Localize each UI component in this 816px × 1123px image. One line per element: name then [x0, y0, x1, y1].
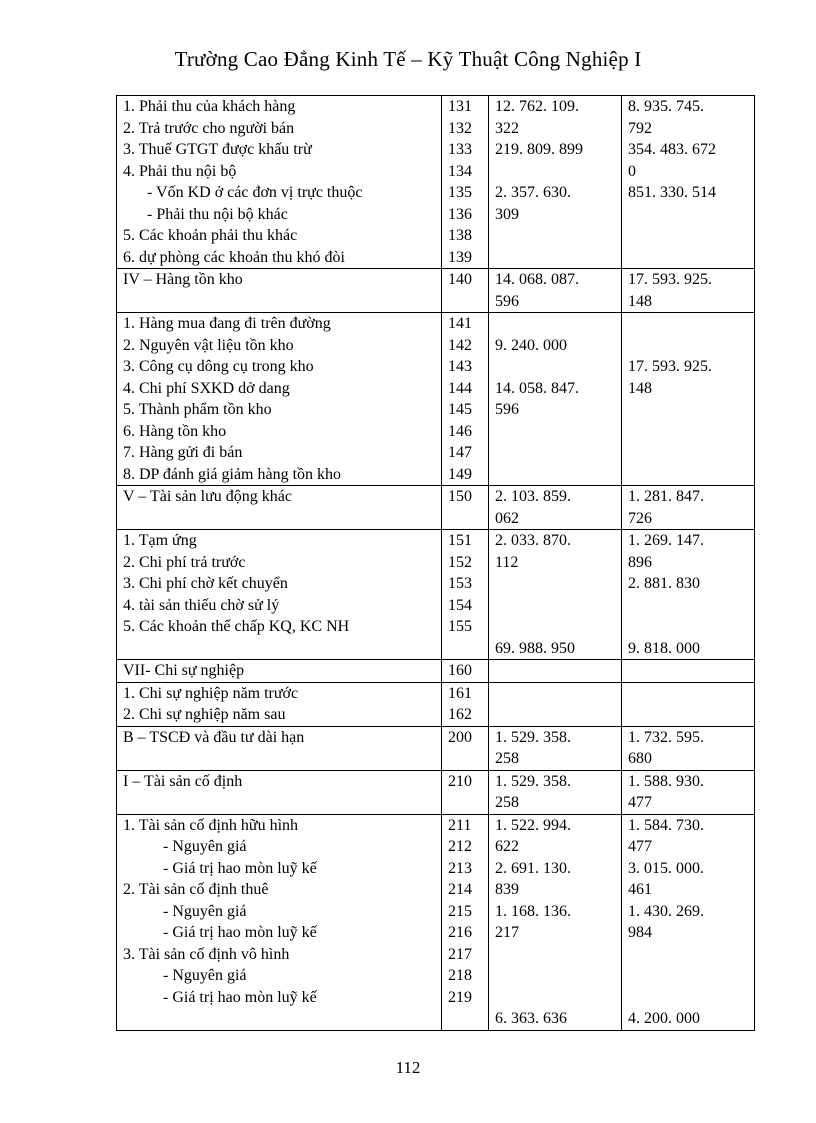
item-name: 5. Thành phẩm tồn kho — [123, 401, 272, 418]
item-name: 2. Chi sự nghiệp năm sau — [123, 706, 286, 723]
value-line: 2. 033. 870. — [495, 532, 571, 549]
item-code-cell — [442, 726, 489, 770]
start-period-value-cell — [489, 660, 622, 683]
item-name: 6. Hàng tồn kho — [123, 422, 227, 440]
item-name: 5. Các khoản phải thu khác — [123, 227, 298, 244]
value-line: 1. 584. 730. — [628, 816, 704, 834]
table-row — [117, 313, 755, 486]
start-period-value-cell — [489, 814, 622, 1030]
item-code: 150 — [448, 488, 472, 505]
item-name: - Phải thu nội bộ khác — [147, 205, 288, 223]
table-row — [117, 726, 755, 770]
item-name: 2. Trả trước cho người bán — [123, 119, 295, 137]
value-line — [495, 161, 615, 183]
item-name-cell — [117, 313, 442, 486]
item-code: 160 — [448, 662, 472, 679]
value-line: 14. 058. 847. — [495, 379, 579, 397]
value-line: 1. 269. 147. — [628, 532, 704, 549]
start-period-value-cell — [489, 313, 622, 486]
value-line — [495, 356, 615, 378]
item-name: 4. Phải thu nội bộ — [123, 162, 237, 180]
value-line: 322 — [495, 119, 519, 137]
value-line: 309 — [495, 205, 519, 223]
item-code: 211 — [448, 816, 472, 834]
table-row — [117, 770, 755, 814]
item-name: - Nguyên giá — [163, 967, 247, 984]
item-name: 1. Tài sản cố định hữu hình — [123, 816, 299, 834]
value-line: 1. 588. 930. — [628, 772, 704, 790]
value-line: 1. 430. 269. — [628, 902, 704, 920]
value-line: 217 — [495, 924, 519, 941]
page-header: Trường Cao Đẳng Kinh Tế – Kỹ Thuật Công Nghiệp I — [174, 47, 642, 71]
table-row — [117, 530, 755, 660]
value-line: 9. 818. 000 — [628, 639, 700, 657]
value-line: 622 — [495, 838, 519, 855]
item-name-cell — [117, 269, 442, 313]
item-code: 138 — [448, 227, 472, 244]
start-period-value-cell — [489, 726, 622, 770]
table-row — [117, 96, 755, 269]
value-line: 896 — [628, 553, 652, 571]
value-line: 148 — [628, 379, 652, 397]
item-code-cell — [442, 660, 489, 683]
value-line: 6. 363. 636 — [495, 1010, 567, 1027]
item-code: 219 — [448, 988, 472, 1006]
item-name-cell — [117, 660, 442, 683]
value-line: 8. 935. 745. — [628, 98, 704, 115]
item-code: 200 — [448, 728, 472, 746]
start-period-value-cell — [489, 96, 622, 269]
value-line — [495, 944, 615, 966]
item-name: I – Tài sản cố định — [123, 772, 243, 790]
value-line: 258 — [495, 794, 519, 811]
item-code-cell — [442, 96, 489, 269]
value-line: 1. 732. 595. — [628, 728, 704, 746]
item-code: 217 — [448, 945, 472, 963]
value-line: 2. 103. 859. — [495, 488, 571, 505]
value-line: 1. 168. 136. — [495, 902, 571, 920]
value-line — [628, 313, 748, 335]
end-period-value-cell — [622, 313, 755, 486]
value-line — [495, 965, 615, 987]
value-line: 792 — [628, 119, 652, 137]
end-period-value-cell — [622, 770, 755, 814]
item-code-cell — [442, 682, 489, 726]
end-period-value-cell — [622, 530, 755, 660]
end-period-value-cell — [622, 96, 755, 269]
item-name: 3. Chi phí chờ kết chuyển — [123, 575, 288, 592]
end-period-value-cell — [622, 682, 755, 726]
item-code: 141 — [448, 315, 472, 332]
item-code: 155 — [448, 618, 472, 635]
value-line: 2. 881. 830 — [628, 575, 700, 592]
end-period-value-cell — [622, 486, 755, 530]
item-name: 3. Thuế GTGT được khấu trừ — [123, 141, 312, 158]
end-period-value-cell — [622, 726, 755, 770]
value-line — [628, 965, 748, 987]
item-name: 6. dự phòng các khoản thu khó đòi — [123, 248, 345, 266]
item-name: B – TSCĐ và đầu tư dài hạn — [123, 728, 305, 746]
item-name: 3. Tài sản cố định vô hình — [123, 945, 290, 963]
item-code: 216 — [448, 924, 472, 941]
table-row — [117, 486, 755, 530]
start-period-value-cell — [489, 486, 622, 530]
value-line: 062 — [495, 509, 519, 527]
item-name-cell — [117, 530, 442, 660]
value-line: 461 — [628, 881, 652, 898]
item-name: 8. DP đánh giá giảm hàng tồn kho — [123, 465, 342, 483]
item-name: 7. Hàng gửi đi bán — [123, 444, 243, 461]
item-code: 153 — [448, 575, 472, 592]
item-code: 218 — [448, 967, 472, 984]
item-code: 145 — [448, 401, 472, 418]
value-line: 4. 200. 000 — [628, 1010, 700, 1027]
item-name: 1. Chi sự nghiệp năm trước — [123, 684, 299, 702]
item-code-cell — [442, 814, 489, 1030]
value-line — [628, 944, 748, 966]
item-code: 162 — [448, 706, 472, 723]
item-name-cell — [117, 726, 442, 770]
value-line: 851. 330. 514 — [628, 184, 716, 201]
item-name: 4. Chi phí SXKD dở dang — [123, 379, 290, 397]
item-code: 136 — [448, 205, 472, 223]
item-code: 210 — [448, 772, 472, 790]
value-line: 17. 593. 925. — [628, 358, 712, 375]
item-code: 135 — [448, 184, 472, 201]
item-code: 144 — [448, 379, 472, 397]
item-name: 2. Tài sản cố định thuê — [123, 881, 269, 898]
value-line: 258 — [495, 750, 519, 767]
item-name: 1. Tạm ứng — [123, 532, 197, 549]
item-code: 215 — [448, 902, 472, 920]
value-line: 69. 988. 950 — [495, 639, 575, 657]
item-name: 2. Chi phí trả trước — [123, 553, 246, 571]
item-name-cell — [117, 96, 442, 269]
item-name: - Nguyên giá — [163, 902, 247, 920]
item-name: 1. Phải thu của khách hàng — [123, 98, 296, 115]
value-line: 219. 809. 899 — [495, 141, 583, 158]
page-number: 112 — [395, 1058, 421, 1077]
value-line: 477 — [628, 838, 652, 855]
item-name: - Giá trị hao mòn luỹ kế — [163, 988, 317, 1006]
item-name-cell — [117, 814, 442, 1030]
item-name: IV – Hàng tồn kho — [123, 271, 243, 288]
value-line: 984 — [628, 924, 652, 941]
balance-sheet-table — [116, 95, 755, 1031]
item-code-cell — [442, 770, 489, 814]
item-code: 213 — [448, 859, 472, 877]
item-name: 2. Nguyên vật liệu tồn kho — [123, 336, 294, 354]
start-period-value-cell — [489, 770, 622, 814]
item-code: 131 — [448, 98, 472, 115]
value-line: 596 — [495, 401, 519, 418]
end-period-value-cell — [622, 269, 755, 313]
item-code: 133 — [448, 141, 472, 158]
value-line: 1. 529. 358. — [495, 772, 571, 790]
value-line — [628, 335, 748, 357]
item-name: 3. Công cụ dông cụ trong kho — [123, 358, 314, 375]
item-name: - Vốn KD ở các đơn vị trực thuộc — [147, 184, 363, 201]
item-name: 5. Các khoản thế chấp KQ, KC NH — [123, 618, 350, 635]
value-line: 9. 240. 000 — [495, 336, 567, 354]
item-code: 139 — [448, 248, 472, 266]
value-line: 148 — [628, 292, 652, 310]
value-line: 17. 593. 925. — [628, 271, 712, 288]
start-period-value-cell — [489, 682, 622, 726]
item-code: 214 — [448, 881, 472, 898]
value-line: 2. 357. 630. — [495, 184, 571, 201]
item-code-cell — [442, 530, 489, 660]
item-name: - Giá trị hao mòn luỹ kế — [163, 924, 317, 941]
table-row — [117, 660, 755, 683]
value-line: 112 — [495, 553, 519, 571]
item-name: - Giá trị hao mòn luỹ kế — [163, 859, 317, 877]
value-line — [495, 573, 615, 595]
item-code: 147 — [448, 444, 472, 461]
item-name-cell — [117, 770, 442, 814]
value-line: 3. 015. 000. — [628, 859, 704, 877]
value-line: 477 — [628, 794, 652, 811]
item-code: 143 — [448, 358, 472, 375]
item-code: 152 — [448, 553, 472, 571]
item-name: 1. Hàng mua đang đi trên đường — [123, 315, 331, 332]
value-line: 680 — [628, 750, 652, 767]
item-name: VII- Chi sự nghiệp — [123, 662, 245, 679]
item-code-cell — [442, 313, 489, 486]
value-line — [495, 595, 615, 617]
start-period-value-cell — [489, 530, 622, 660]
item-code: 146 — [448, 422, 472, 440]
value-line: 2. 691. 130. — [495, 859, 571, 877]
value-line: 0 — [628, 162, 636, 180]
end-period-value-cell — [622, 660, 755, 683]
value-line: 354. 483. 672 — [628, 141, 716, 158]
item-name-cell — [117, 486, 442, 530]
value-line: 14. 068. 087. — [495, 271, 579, 288]
value-line: 1. 281. 847. — [628, 488, 704, 505]
item-code: 154 — [448, 596, 472, 614]
item-name: 4. tài sản thiếu chờ sử lý — [123, 596, 280, 614]
item-code: 149 — [448, 465, 472, 483]
value-line: 726 — [628, 509, 652, 527]
item-code-cell — [442, 269, 489, 313]
item-name: V – Tài sản lưu động khác — [123, 488, 292, 505]
item-code: 151 — [448, 532, 472, 549]
item-name: - Nguyên giá — [163, 838, 247, 855]
end-period-value-cell — [622, 814, 755, 1030]
table-row — [117, 269, 755, 313]
item-code: 132 — [448, 119, 472, 137]
value-line: 1. 529. 358. — [495, 728, 571, 746]
value-line — [628, 616, 748, 638]
value-line: 1. 522. 994. — [495, 816, 571, 834]
value-line: 12. 762. 109. — [495, 98, 579, 115]
item-code: 134 — [448, 162, 472, 180]
value-line — [495, 313, 615, 335]
table-row — [117, 682, 755, 726]
item-code: 142 — [448, 336, 472, 354]
value-line — [628, 987, 748, 1009]
table-row — [117, 814, 755, 1030]
item-code: 161 — [448, 684, 472, 702]
value-line: 596 — [495, 292, 519, 310]
start-period-value-cell — [489, 269, 622, 313]
item-code: 212 — [448, 838, 472, 855]
item-name-cell — [117, 682, 442, 726]
value-line — [495, 616, 615, 638]
value-line: 839 — [495, 881, 519, 898]
item-code-cell — [442, 486, 489, 530]
item-code: 140 — [448, 271, 472, 288]
value-line — [628, 595, 748, 617]
value-line — [495, 987, 615, 1009]
